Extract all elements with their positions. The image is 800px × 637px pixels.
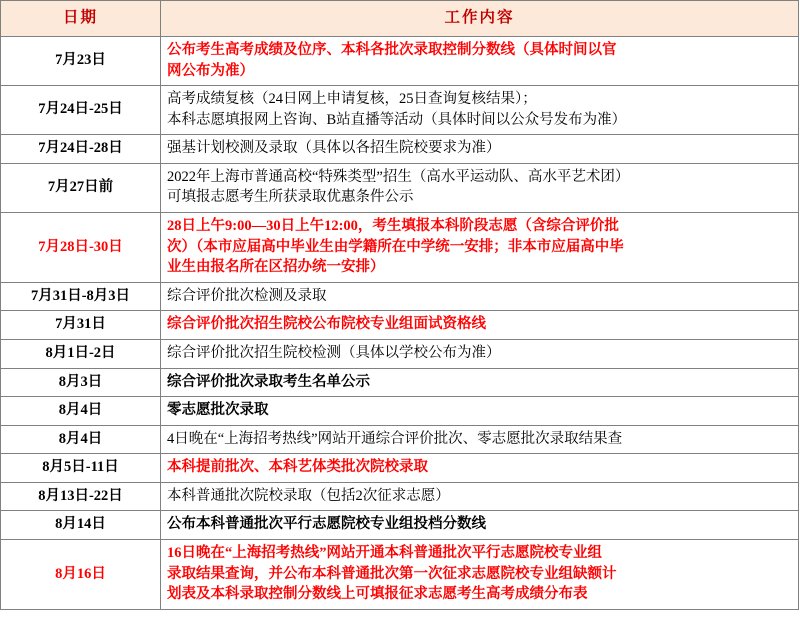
content-line: 业生由报名所在区招办统一安排） — [167, 259, 385, 276]
row-content — [161, 539, 799, 609]
content-line: 次）（本市应届高中毕业生由学籍所在中学统一安排；非本市应届高中毕 — [167, 238, 624, 255]
row-date: 8月5日-11日 — [1, 454, 161, 483]
row-date: 7月24日-25日 — [1, 86, 161, 135]
content-line: 强基计划校测及录取（具体以各招生院校要求为准） — [167, 140, 501, 157]
table-row — [1, 397, 799, 426]
content-line: 本科提前批次、本科艺体类批次院校录取 — [167, 459, 428, 476]
content-line: 综合评价批次检测及录取 — [167, 287, 327, 304]
row-content — [161, 213, 799, 283]
row-date: 8月13日-22日 — [1, 482, 161, 511]
table-row — [1, 539, 799, 609]
row-content — [161, 282, 799, 311]
table-row — [1, 454, 799, 483]
content-line: 高考成绩复核（24日网上申请复核，25日查询复核结果）； — [167, 91, 537, 108]
column-header-content: 工作内容 — [161, 1, 799, 37]
row-date: 8月16日 — [1, 539, 161, 609]
table-row — [1, 311, 799, 340]
row-content — [161, 339, 799, 368]
row-date: 8月3日 — [1, 368, 161, 397]
content-line: 划表及本科录取控制分数线上可填报征求志愿考生高考成绩分布表 — [167, 586, 588, 603]
row-date: 8月4日 — [1, 425, 161, 454]
content-line: 本科普通批次院校录取（包括2次征求志愿） — [167, 487, 450, 504]
row-date: 7月24日-28日 — [1, 135, 161, 164]
row-content — [161, 135, 799, 164]
row-content — [161, 482, 799, 511]
table-row — [1, 425, 799, 454]
row-content — [161, 454, 799, 483]
content-line: 公布本科普通批次平行志愿院校专业组投档分数线 — [167, 516, 486, 533]
column-header-date: 日期 — [1, 1, 161, 37]
row-date: 8月14日 — [1, 511, 161, 540]
table-header-row — [1, 1, 799, 37]
content-line: 综合评价批次录取考生名单公示 — [167, 373, 370, 390]
row-content — [161, 163, 799, 212]
table-body — [1, 37, 799, 610]
table-header — [1, 1, 799, 37]
row-date: 7月23日 — [1, 37, 161, 86]
table-row — [1, 282, 799, 311]
content-line: 零志愿批次录取 — [167, 402, 269, 419]
row-content — [161, 511, 799, 540]
table-row — [1, 511, 799, 540]
table-row — [1, 37, 799, 86]
table-row — [1, 135, 799, 164]
content-line: 16日晚在“上海招考热线”网站开通本科普通批次平行志愿院校专业组 — [167, 544, 602, 561]
content-line: 综合评价批次招生院校公布院校专业组面试资格线 — [167, 316, 486, 333]
row-date: 7月28日-30日 — [1, 213, 161, 283]
row-content — [161, 311, 799, 340]
row-date: 8月4日 — [1, 397, 161, 426]
table-row — [1, 339, 799, 368]
table-row — [1, 482, 799, 511]
content-line: 2022年上海市普通高校“特殊类型”招生（高水平运动队、高水平艺术团） — [167, 168, 630, 185]
content-line: 4日晚在“上海招考热线”网站开通综合评价批次、零志愿批次录取结果查 — [167, 430, 623, 447]
content-line: 本科志愿填报网上咨询、B站直播等活动（具体时间以公众号发布为准） — [167, 111, 627, 128]
row-content — [161, 37, 799, 86]
content-line: 28日上午9:00—30日上午12:00，考生填报本科阶段志愿（含综合评价批 — [167, 218, 619, 235]
row-content — [161, 86, 799, 135]
row-content — [161, 425, 799, 454]
row-date: 7月27日前 — [1, 163, 161, 212]
row-content — [161, 368, 799, 397]
content-line: 网公布为准） — [167, 62, 254, 79]
content-line: 可填报志愿考生所获录取优惠条件公示 — [167, 189, 414, 206]
table-row — [1, 368, 799, 397]
table-row — [1, 86, 799, 135]
content-line: 录取结果查询，并公布本科普通批次第一次征求志愿院校专业组缺额计 — [167, 565, 617, 582]
content-line: 综合评价批次招生院校检测（具体以学校公布为准） — [167, 344, 501, 361]
table-row — [1, 213, 799, 283]
content-line: 公布考生高考成绩及位序、本科各批次录取控制分数线（具体时间以官 — [167, 42, 617, 58]
row-date: 8月1日-2日 — [1, 339, 161, 368]
table-row — [1, 163, 799, 212]
row-date: 7月31日-8月3日 — [1, 282, 161, 311]
row-date: 7月31日 — [1, 311, 161, 340]
row-content — [161, 397, 799, 426]
